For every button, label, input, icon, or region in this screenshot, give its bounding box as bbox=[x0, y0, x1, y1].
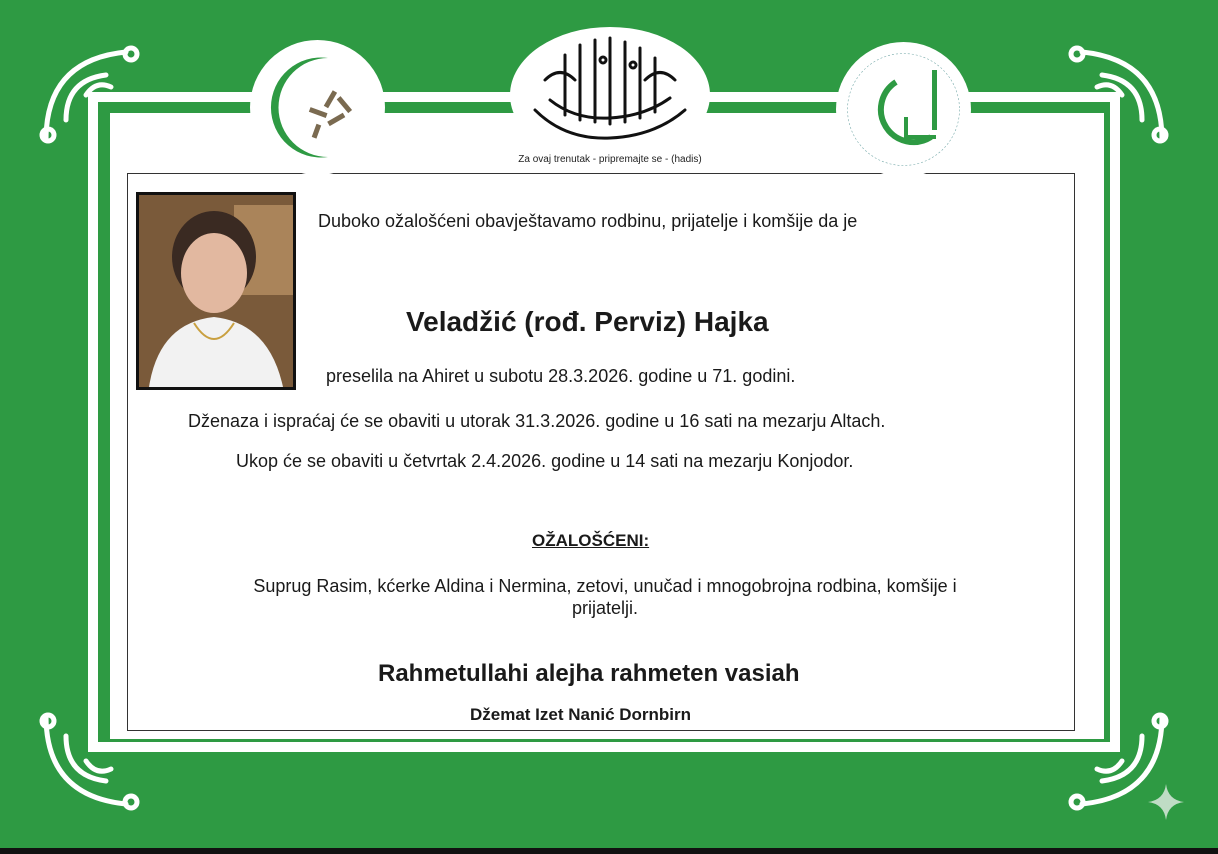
deceased-name: Veladžić (rođ. Perviz) Hajka bbox=[406, 306, 769, 337]
portrait-photo bbox=[136, 192, 296, 390]
corner-ornament-top-right-icon bbox=[1052, 40, 1172, 150]
passing-date-text: preselila na Ahiret u subotu 28.3.2026. godine u 71. godini. bbox=[326, 366, 796, 386]
intro-text: Duboko ožalošćeni obavještavamo rodbinu, prijatelje i komšije da je bbox=[318, 211, 858, 231]
corner-ornament-bottom-left-icon bbox=[36, 706, 156, 816]
mosque-emblem bbox=[836, 42, 971, 177]
person-portrait-icon bbox=[139, 195, 293, 387]
crescent-emblem bbox=[250, 40, 385, 175]
prayer-text: Rahmetullahi alejha rahmeten vasiah bbox=[378, 660, 800, 687]
mourners-line-1: Suprug Rasim, kćerke Aldina i Nermina, zetovi, unučad i mnogobrojna rodbina, komšije i bbox=[253, 576, 957, 596]
crescent-star-icon bbox=[250, 40, 385, 175]
community-signature: Džemat Izet Nanić Dornbirn bbox=[470, 705, 692, 724]
arabic-calligraphy-icon bbox=[505, 20, 715, 165]
mourners-list bbox=[180, 575, 1030, 619]
mourners-line-2: prijatelji. bbox=[571, 598, 639, 618]
mosque-logo-icon bbox=[836, 42, 971, 177]
corner-ornament-top-left-icon bbox=[36, 40, 156, 150]
hadis-caption: Za ovaj trenutak - pripremajte se - (hadis) bbox=[518, 154, 702, 165]
burial-text: Ukop će se obaviti u četvrtak 2.4.2026. godine u 14 sati na mezarju Konjodor. bbox=[236, 451, 854, 471]
bottom-bar bbox=[0, 848, 1218, 854]
mourners-heading: OŽALOŠĆENI: bbox=[532, 531, 650, 550]
sparkle-icon bbox=[1146, 782, 1186, 822]
funeral-text: Dženaza i ispraćaj će se obaviti u utorak 31.3.2026. godine u 16 sati na mezarju Altach. bbox=[188, 411, 886, 431]
